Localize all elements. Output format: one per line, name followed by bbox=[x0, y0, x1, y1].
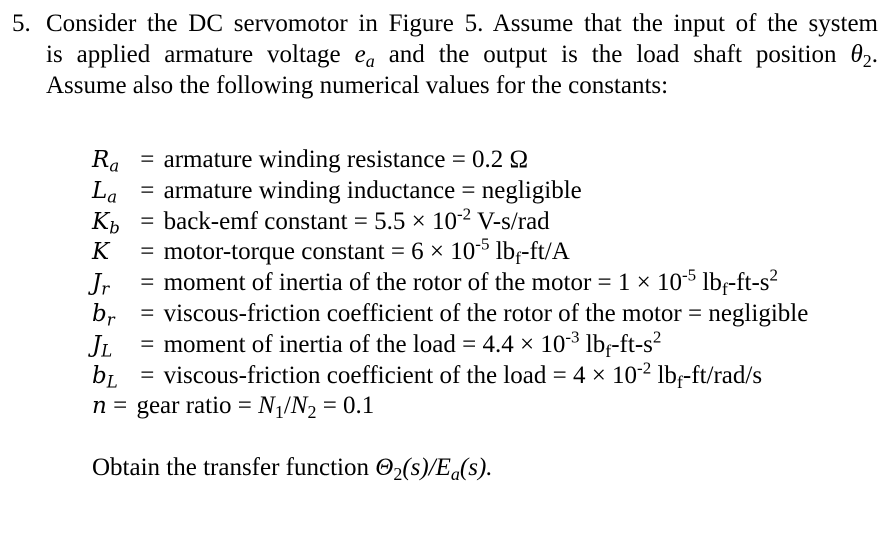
intro-line-2: is applied armature voltage $e_a$ and the output is the load shaft position $\theta_2$. bbox=[46, 41, 879, 72]
definition-row: $b_L$ = viscous-friction coefficient of the load = $4 \times 10^{-2}$ $lb_f-ft/rad/s$ bbox=[92, 358, 763, 392]
definition-text: viscous-friction coefficient of the rotor of the motor = negligible bbox=[163, 299, 809, 327]
definition-symbol: $K_b$ bbox=[92, 208, 120, 238]
closing-question: Obtain the transfer function $\Theta_2(s)/E_a(s)$. bbox=[92, 454, 493, 485]
definition-symbol: $J_r$ bbox=[92, 270, 110, 299]
definition-symbol: K bbox=[92, 239, 110, 266]
definition-symbol: n bbox=[92, 393, 107, 420]
definition-row: $L_a$ = armature winding inductance = negligible bbox=[92, 176, 582, 207]
definition-symbol: $J_L$ bbox=[92, 331, 113, 361]
definition-text: armature winding resistance = 0.2 Ω bbox=[163, 146, 529, 173]
definition-symbol: $L_a$ bbox=[92, 177, 118, 207]
intro-line-1: Consider the DC servomotor in Figure 5. Assume that the input of the system bbox=[46, 10, 878, 37]
problem-5 bbox=[12, 8, 879, 485]
transfer-function: $\Theta_2(s)/E_a(s)$. bbox=[375, 454, 493, 485]
definition-symbol: $b_L$ bbox=[92, 362, 118, 392]
constants-list bbox=[92, 145, 808, 422]
definition-row: $J_r$ = moment of inertia of the rotor of the motor = $1 \times 10^{-5}$ $lb_f-ft-s^2$ bbox=[92, 265, 778, 300]
definition-row: K = motor-torque constant = $6 \times 10^{-5}$ $lb_f-ft/A$ bbox=[92, 235, 570, 269]
definition-row: n = gear ratio = $N_1/N_2 = 0.1$ bbox=[92, 392, 375, 423]
output-symbol: $\theta_2$ bbox=[850, 41, 872, 72]
definition-row: $b_r$ = viscous-friction coefficient of the rotor of the motor = negligible bbox=[92, 299, 809, 330]
input-symbol: $e_a$ bbox=[354, 41, 375, 72]
definition-text: gear ratio = $N_1/N_2 = 0.1$ bbox=[136, 392, 375, 423]
intro-line-3: Assume also the following numerical values for the constants: bbox=[46, 72, 669, 99]
definition-text: armature winding inductance = negligible bbox=[163, 176, 582, 204]
definition-text: moment of inertia of the rotor of the motor = $1 \times 10^{-5}$ $lb_f-ft-s^2$ bbox=[163, 265, 778, 300]
definition-symbol: $R_a$ bbox=[92, 147, 120, 176]
definition-row: $J_L$ = moment of inertia of the load = $4.4 \times 10^{-3}$ $lb_f-ft-s^2$ bbox=[92, 327, 662, 361]
problem-intro bbox=[12, 8, 878, 101]
definition-symbol: $b_r$ bbox=[92, 300, 115, 330]
problem-number: 5. bbox=[12, 10, 31, 37]
definition-row: $K_b$ = back-emf constant = $5.5 \times 10^{-2}$ V-s/rad bbox=[92, 204, 550, 238]
definition-text: viscous-friction coefficient of the load = $4 \times 10^{-2}$ $lb_f-ft/rad/s$ bbox=[163, 358, 763, 392]
definition-text: motor-torque constant = $6 \times 10^{-5}$ $lb_f-ft/A$ bbox=[163, 235, 570, 269]
definition-text: back-emf constant = $5.5 \times 10^{-2}$ V-s/rad bbox=[163, 204, 550, 235]
definition-text: moment of inertia of the load = $4.4 \times 10^{-3}$ $lb_f-ft-s^2$ bbox=[163, 327, 662, 361]
definition-row: $R_a$ = armature winding resistance = 0.2 Ω bbox=[92, 146, 529, 176]
